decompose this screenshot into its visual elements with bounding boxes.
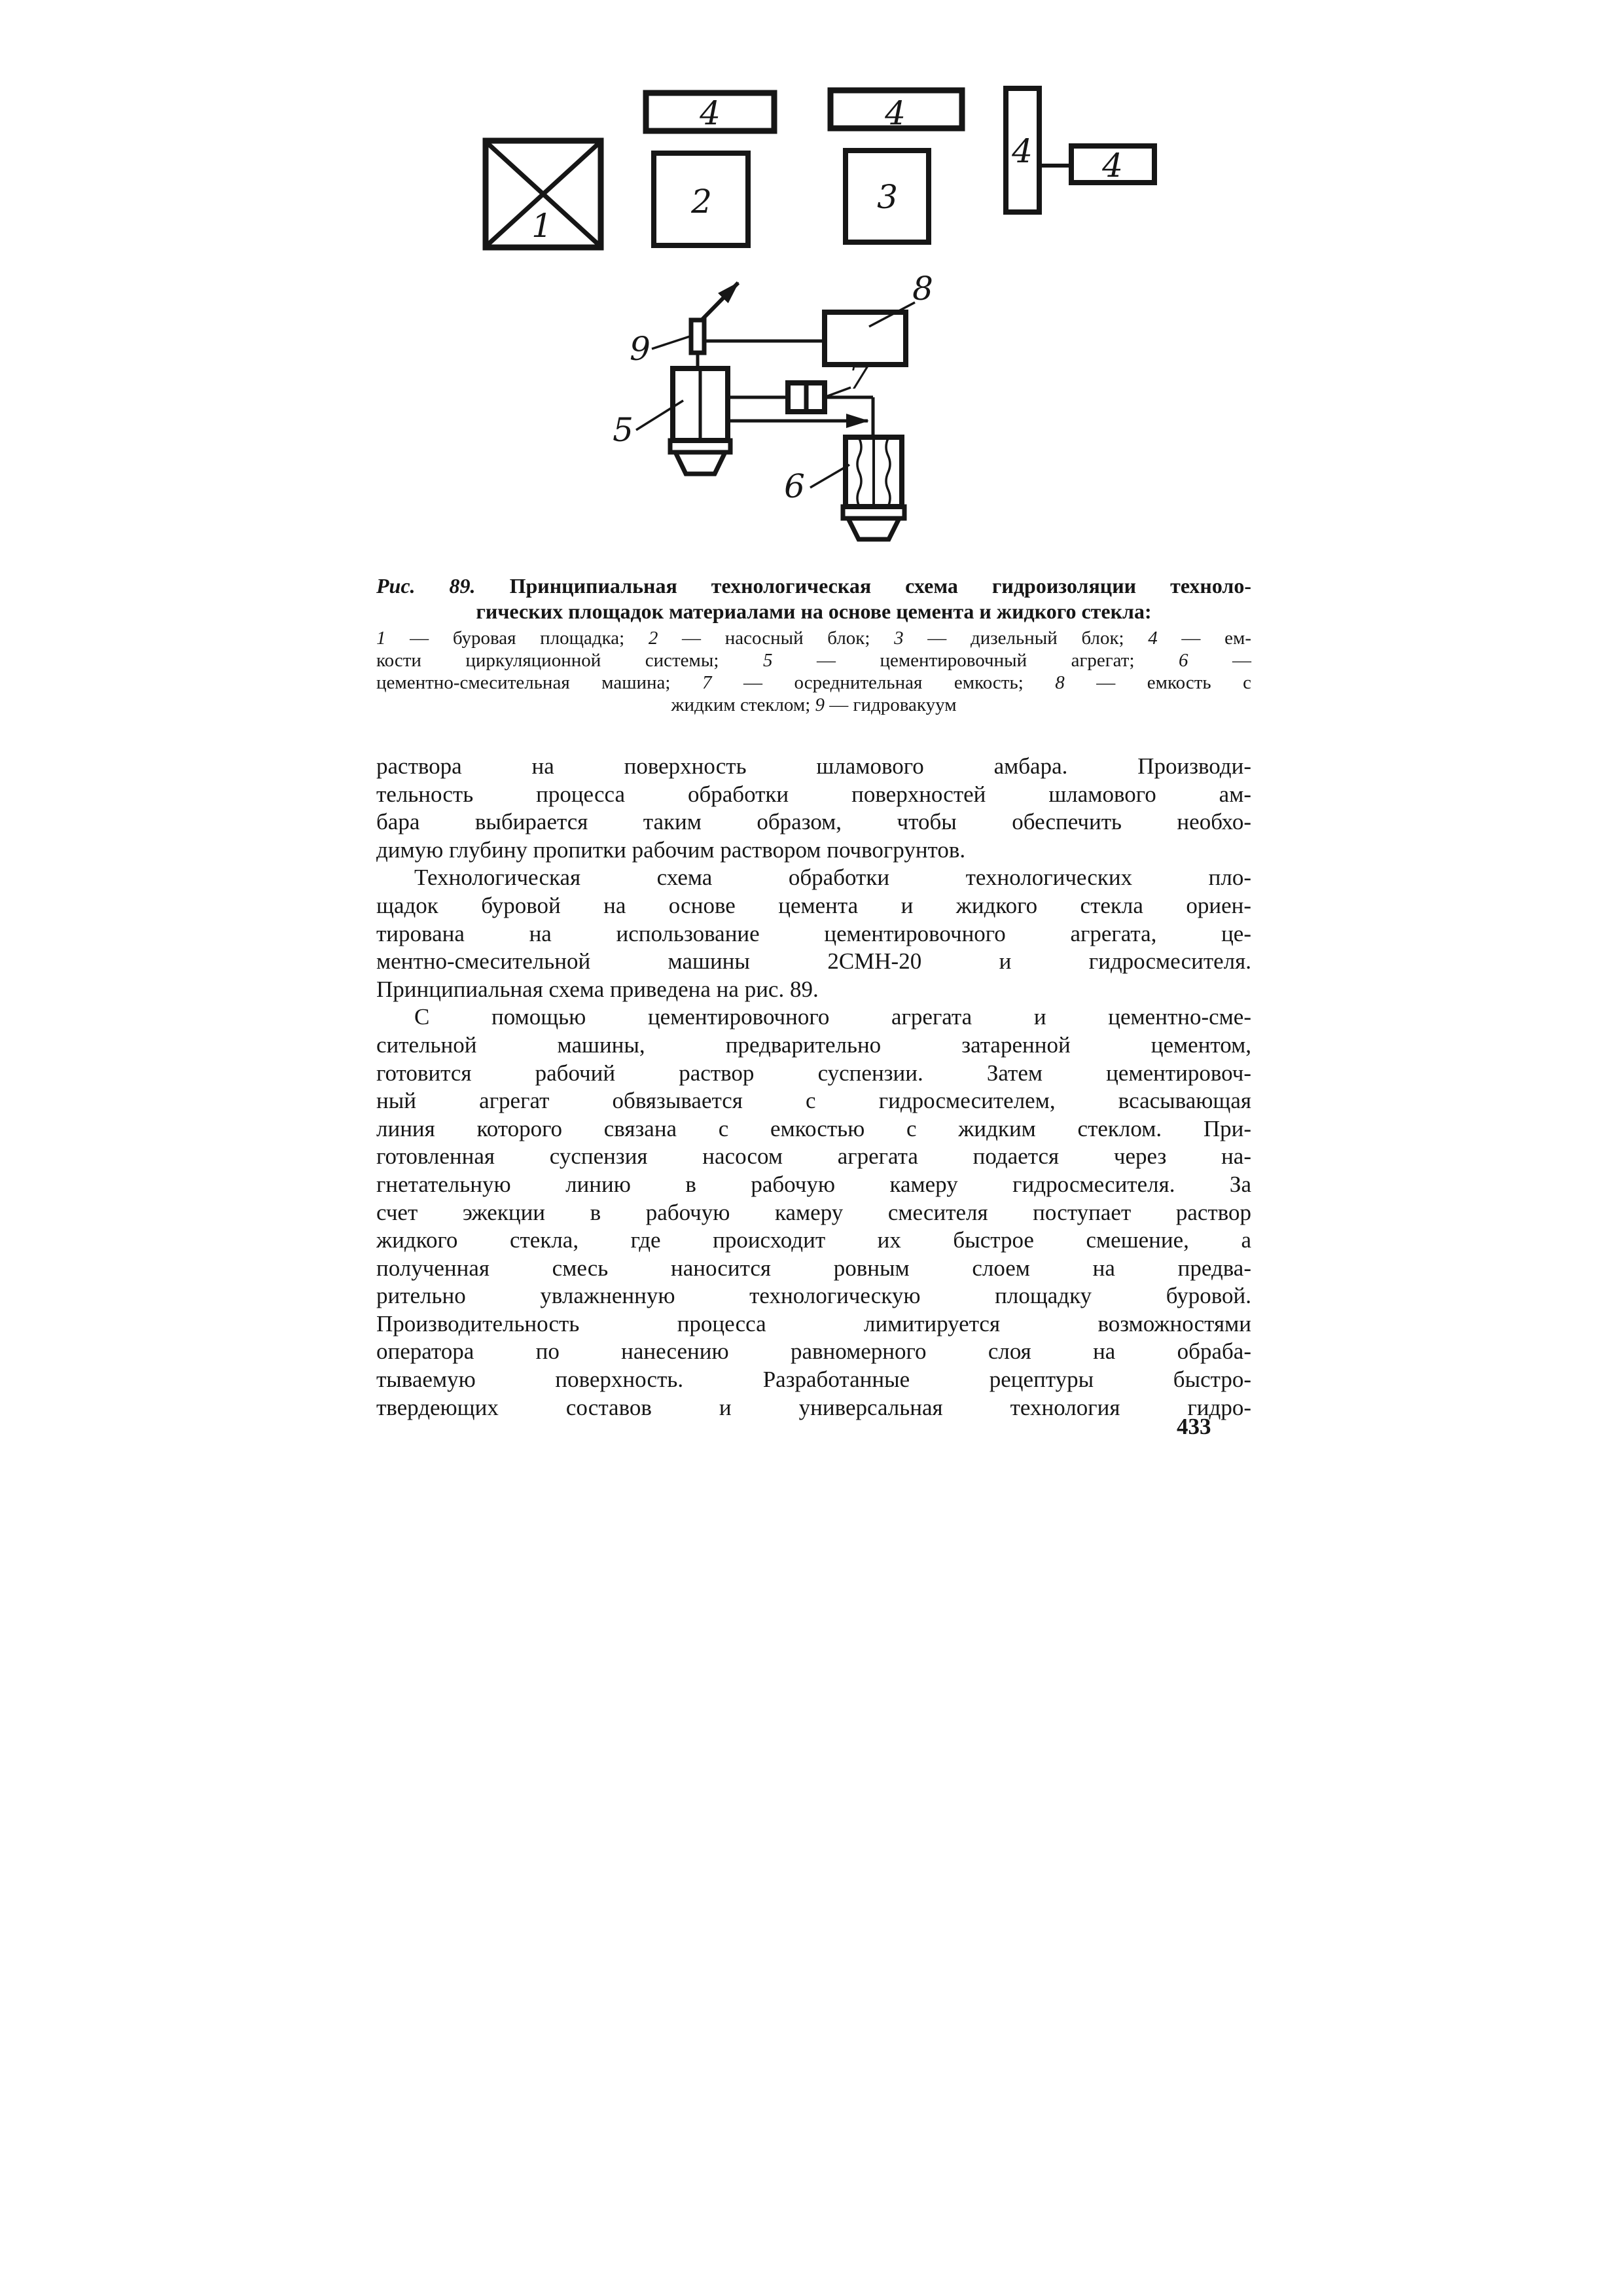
diagram-label-7: 7 xyxy=(848,359,869,397)
mixing-machine-funnel xyxy=(848,518,899,539)
legend-item-number: 9 xyxy=(815,694,825,715)
body-line: готовленная суспензия насосом агрегата подается через на- xyxy=(376,1143,1251,1170)
body-line: бара выбирается таким образом, чтобы обеспечить необхо- xyxy=(376,809,1251,835)
legend-line xyxy=(376,694,1251,716)
diagram-label-4: 4 xyxy=(700,94,721,132)
legend-item-text: кости циркуляционной системы; xyxy=(376,650,763,671)
body-line: ментно-смесительной машины 2СМН-20 и гидросмесителя. xyxy=(376,948,1251,975)
body-line: раствора на поверхность шламового амбара. Производи- xyxy=(376,753,1251,779)
outlet-arrow xyxy=(702,283,738,320)
body-line: твердеющих составов и универсальная технология гидро- xyxy=(376,1394,1251,1420)
figure-legend xyxy=(376,627,1251,716)
body-line: сительной машины, предварительно затаренной цементом, xyxy=(376,1031,1251,1058)
legend-line xyxy=(376,627,1251,649)
leader-line-5 xyxy=(636,401,683,430)
legend-item-number: 1 xyxy=(376,628,386,649)
leader-line-9 xyxy=(652,336,690,349)
legend-item-number: 5 xyxy=(762,650,773,671)
legend-item-text: жидким стеклом; xyxy=(671,694,815,715)
body-line: тываемую поверхность. Разработанные рецептуры быстро- xyxy=(376,1367,1251,1393)
legend-item-text: — буровая площадка; xyxy=(385,628,649,649)
body-line: готовится рабочий раствор суспензии. Затем цементировоч- xyxy=(376,1060,1251,1086)
legend-item-number: 2 xyxy=(648,628,658,649)
legend-item-number: 7 xyxy=(702,672,712,693)
figure-diagram xyxy=(419,65,1178,563)
body-line: гнетательную линию в рабочую камеру гидросмесителя. За xyxy=(376,1171,1251,1197)
legend-line xyxy=(376,672,1251,694)
legend-item-number: 4 xyxy=(1148,628,1158,649)
body-line: полученная смесь наносится ровным слоем на предва- xyxy=(376,1255,1251,1281)
cementing-unit-funnel xyxy=(675,452,725,474)
diagram-label-8: 8 xyxy=(912,270,933,308)
diagram-label-5: 5 xyxy=(613,411,633,449)
page-number: 433 xyxy=(1177,1414,1211,1439)
caption-title-line1 xyxy=(376,573,1251,599)
leader-line-7 xyxy=(826,387,851,397)
diagram-label-2: 2 xyxy=(691,183,712,221)
body-line: тельность процесса обработки поверхностей шламового ам- xyxy=(376,781,1251,807)
legend-item-text: — насосный блок; xyxy=(658,628,895,649)
legend-item-text: цементно-смесительная машина; xyxy=(376,672,702,693)
legend-item-text: — дизельный блок; xyxy=(903,628,1149,649)
body-line: Технологическая схема обработки технологических пло- xyxy=(414,865,1251,891)
body-line: димую глубину пропитки рабочим раствором почвогрунтов. xyxy=(376,836,966,863)
legend-item-number: 3 xyxy=(894,628,904,649)
body-line: счет эжекции в рабочую камеру смесителя поступает раствор xyxy=(376,1199,1251,1225)
mixing-machine-wavy-line xyxy=(886,439,890,507)
diagram-label-9: 9 xyxy=(630,330,651,368)
body-line: Принципиальная схема приведена на рис. 89. xyxy=(376,976,819,1002)
body-text xyxy=(376,753,1251,1422)
legend-item-text: — ем- xyxy=(1157,628,1251,649)
body-line: рительно увлажненную технологическую площадку буровой. xyxy=(376,1283,1251,1309)
body-line: оператора по нанесению равномерного слоя на обраба- xyxy=(376,1338,1251,1365)
body-line: щадок буровой на основе цемента и жидкого стекла ориен- xyxy=(376,892,1251,918)
legend-item-text: — емкость с xyxy=(1064,672,1251,693)
body-line: ный агрегат обвязывается с гидросмесителем, всасывающая xyxy=(376,1088,1251,1114)
legend-item-text: — гидровакуум xyxy=(825,694,957,715)
body-line: линия которого связана с емкостью с жидким стеклом. При- xyxy=(376,1115,1251,1141)
mixing-machine-wavy-line xyxy=(857,439,861,507)
liquid-glass-tank-box xyxy=(825,312,906,365)
diagram-label-4: 4 xyxy=(1012,132,1033,170)
caption-title-text: Принципиальная технологическая схема гидроизоляции техноло- xyxy=(509,574,1252,598)
legend-line xyxy=(376,649,1251,672)
body-line: Производительность процесса лимитируется возможностями xyxy=(376,1310,1251,1336)
figure-number: Рис. 89. xyxy=(376,574,476,598)
diagram-label-6: 6 xyxy=(784,467,805,505)
hydrovacuum-symbol xyxy=(691,320,704,353)
legend-item-number: 6 xyxy=(1179,650,1188,671)
legend-item-number: 8 xyxy=(1055,672,1065,693)
diagram-label-3: 3 xyxy=(877,178,898,216)
body-line: С помощью цементировочного агрегата и цементно-сме- xyxy=(414,1004,1251,1030)
body-line: жидкого стекла, где происходит их быстрое смешение, а xyxy=(376,1227,1251,1253)
legend-item-text: — осреднительная емкость; xyxy=(711,672,1056,693)
legend-item-text: — xyxy=(1188,650,1251,671)
legend-item-text: — цементировочный агрегат; xyxy=(772,650,1179,671)
body-line: тирована на использование цементировочного агрегата, це- xyxy=(376,920,1251,946)
diagram-label-4: 4 xyxy=(1102,147,1123,185)
diagram-label-1: 1 xyxy=(531,207,552,245)
caption-title-line2: гических площадок материалами на основе цемента и жидкого стекла: xyxy=(476,600,1152,623)
figure-caption xyxy=(376,573,1251,624)
diagram-label-4: 4 xyxy=(885,94,906,132)
